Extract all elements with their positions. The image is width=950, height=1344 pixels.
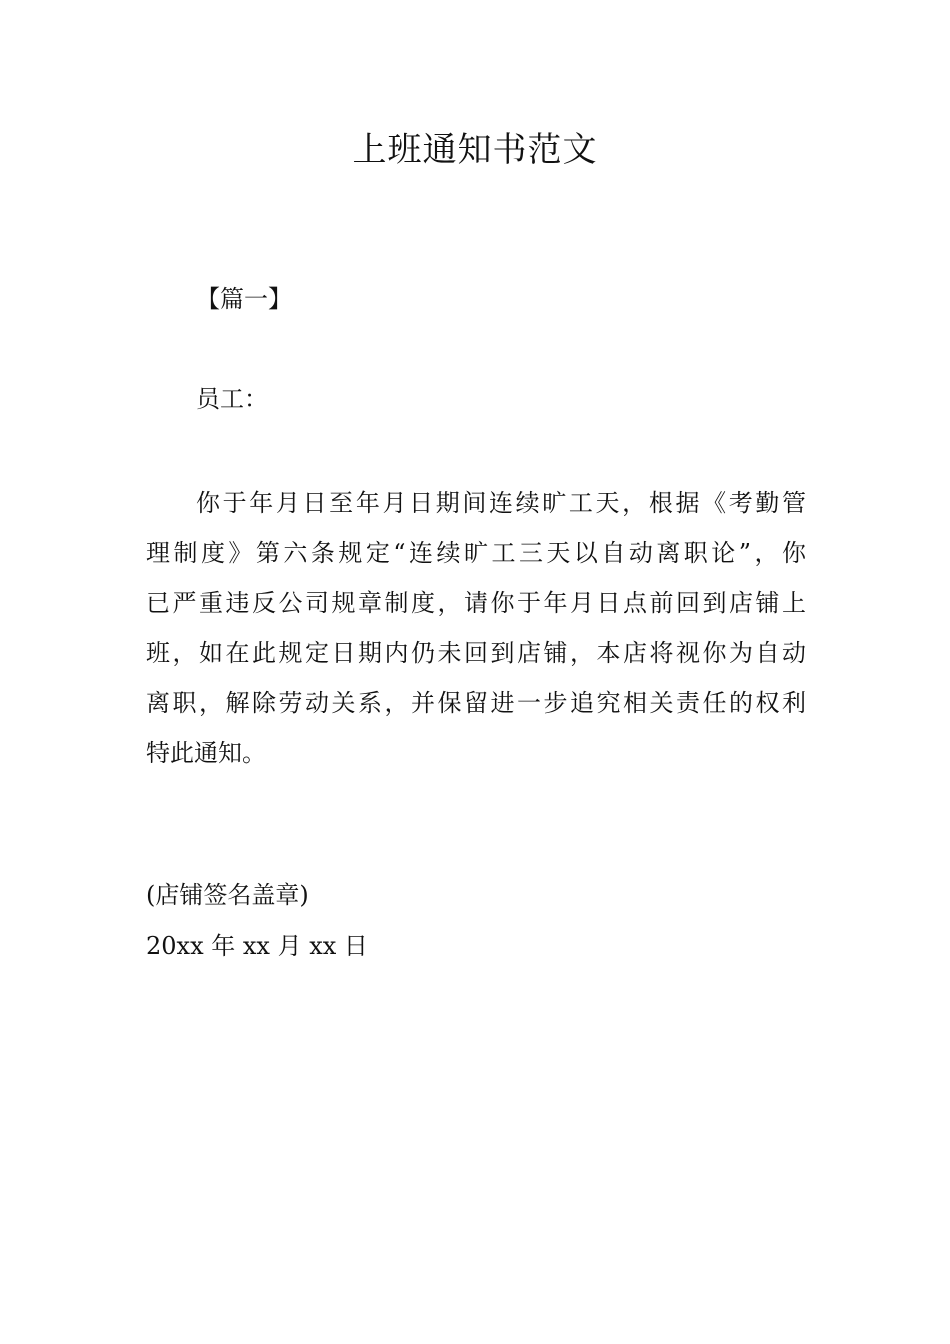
document-title: 上班通知书范文: [352, 130, 598, 170]
body-line-6: 特此通知。: [146, 739, 266, 767]
body-line-2: 理制度》第六条规定“连续旷工三天以自动离职论”，你: [146, 539, 806, 567]
date-line: 20xx 年 xx 月 xx 日: [146, 932, 368, 960]
notice-body: [146, 478, 806, 778]
body-line-4: 班，如在此规定日期内仍未回到店铺，本店将视你为自动: [146, 639, 806, 667]
greeting-line: 员工：: [196, 385, 268, 413]
body-line-5: 离职，解除劳动关系，并保留进一步追究相关责任的权利: [146, 689, 806, 717]
body-line-3: 已严重违反公司规章制度，请你于年月日点前回到店铺上: [146, 589, 806, 617]
store-signature-line: (店铺签名盖章): [146, 881, 309, 909]
body-line-1: 你于年月日至年月日期间连续旷工天，根据《考勤管: [196, 489, 806, 517]
section-label: 【篇一】: [196, 285, 292, 313]
